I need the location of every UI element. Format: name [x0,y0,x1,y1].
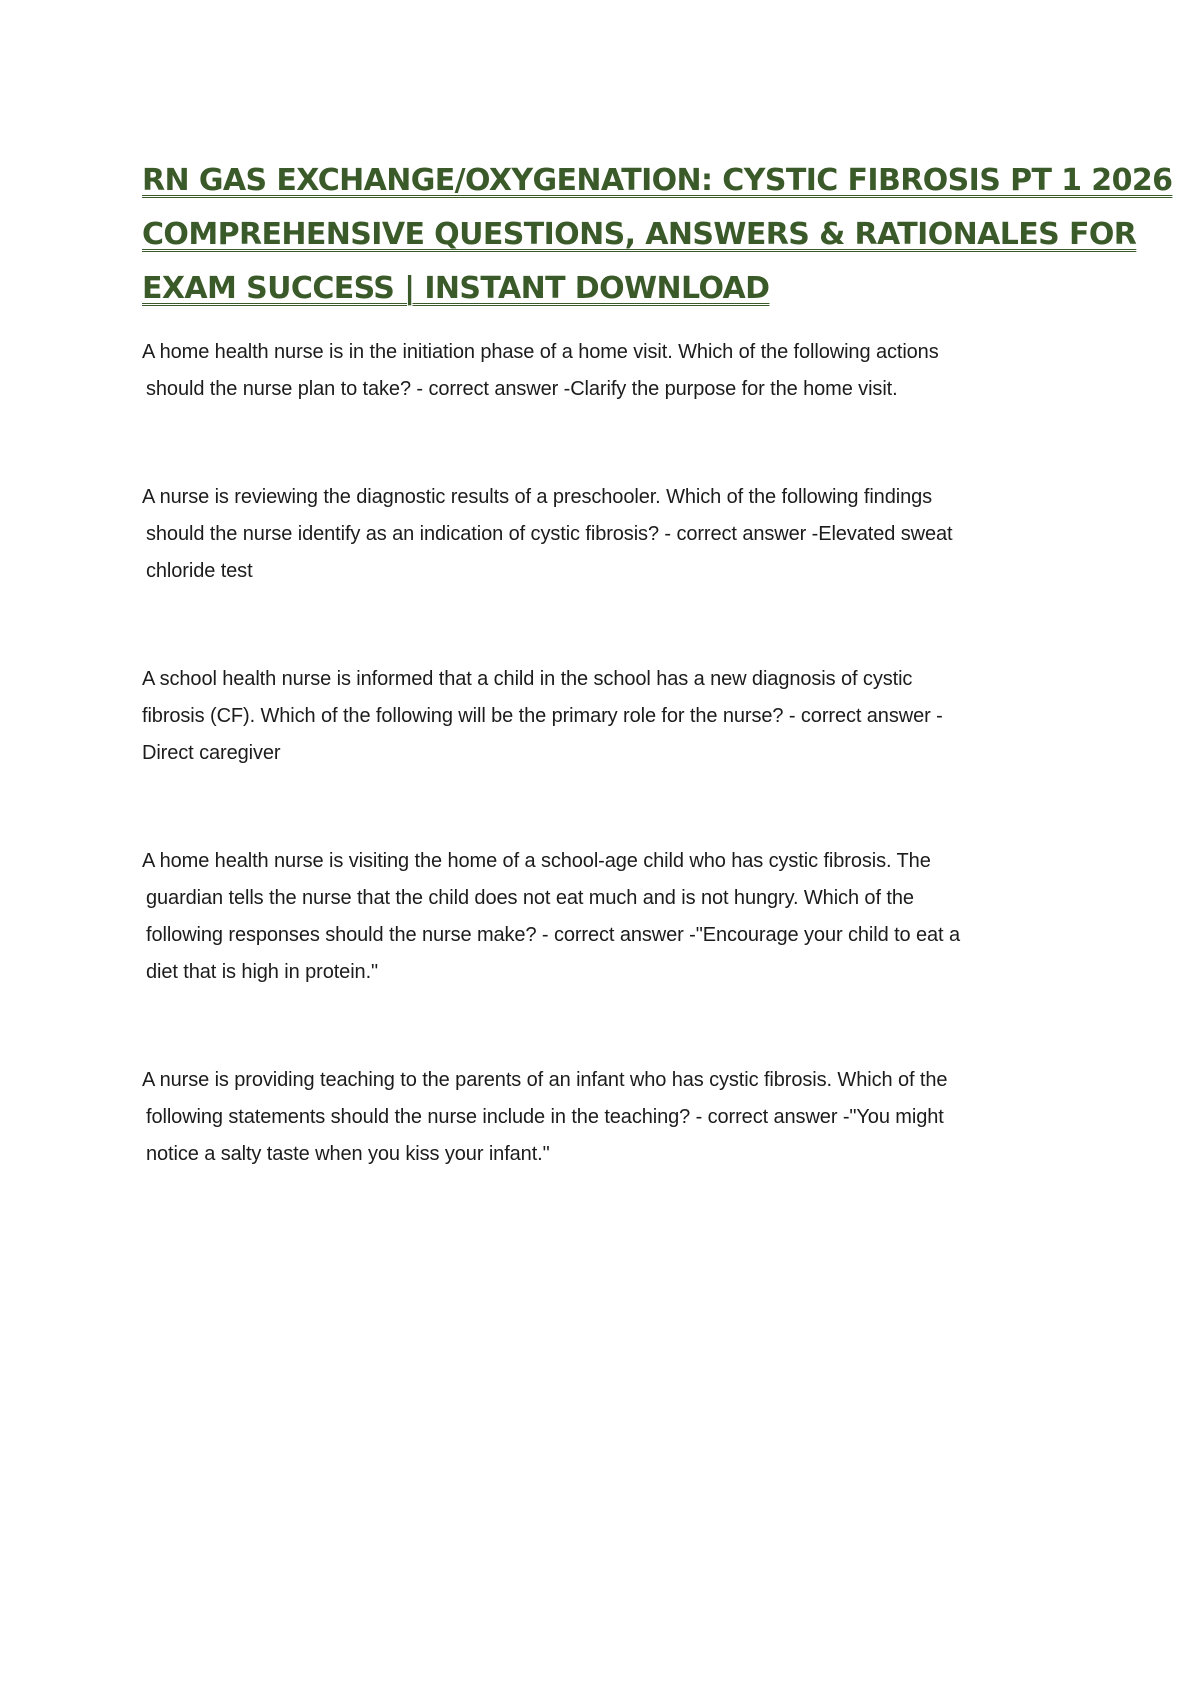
question-item-5 [142,1062,1080,1173]
question-5-line-3: notice a salty taste when you kiss your infant." [146,1143,550,1165]
question-4-line-4: diet that is high in protein." [146,961,379,983]
question-2-line-2: should the nurse identify as an indication of cystic fibrosis? - correct answer -Elevated sweat [146,523,953,545]
title-line-3: EXAM SUCCESS | INSTANT DOWNLOAD [142,271,770,306]
document-title [142,154,1173,316]
question-3-line-3: Direct caregiver [142,742,281,764]
question-2-line-1: A nurse is reviewing the diagnostic results of a preschooler. Which of the following findings [142,486,933,508]
question-2-line-3: chloride test [146,560,253,582]
question-4-line-2: guardian tells the nurse that the child does not eat much and is not hungry. Which of the [146,887,914,909]
question-4-line-1: A home health nurse is visiting the home of a school-age child who has cystic fibrosis. The [142,850,931,872]
question-5-line-2: following statements should the nurse include in the teaching? - correct answer -"You might [146,1106,944,1128]
question-item-4 [142,843,1080,991]
question-1-line-1: A home health nurse is in the initiation phase of a home visit. Which of the following actions [142,341,939,363]
question-4-line-3: following responses should the nurse make? - correct answer -"Encourage your child to eat a [146,924,960,946]
question-3-line-1: A school health nurse is informed that a child in the school has a new diagnosis of cystic [142,668,913,690]
title-line-1: RN GAS EXCHANGE/OXYGENATION: CYSTIC FIBROSIS PT 1 2026 [142,163,1173,198]
question-3-line-2: fibrosis (CF). Which of the following will be the primary role for the nurse? - correct answer - [142,705,943,727]
question-item-2 [142,479,1080,590]
title-line-2: COMPREHENSIVE QUESTIONS, ANSWERS & RATIONALES FOR [142,217,1137,252]
question-5-line-1: A nurse is providing teaching to the parents of an infant who has cystic fibrosis. Which of the [142,1069,948,1091]
question-list [142,334,1080,1173]
question-1-line-2: should the nurse plan to take? - correct answer -Clarify the purpose for the home visit. [146,378,898,400]
question-item-3 [142,661,1080,772]
question-item-1 [142,334,1080,408]
